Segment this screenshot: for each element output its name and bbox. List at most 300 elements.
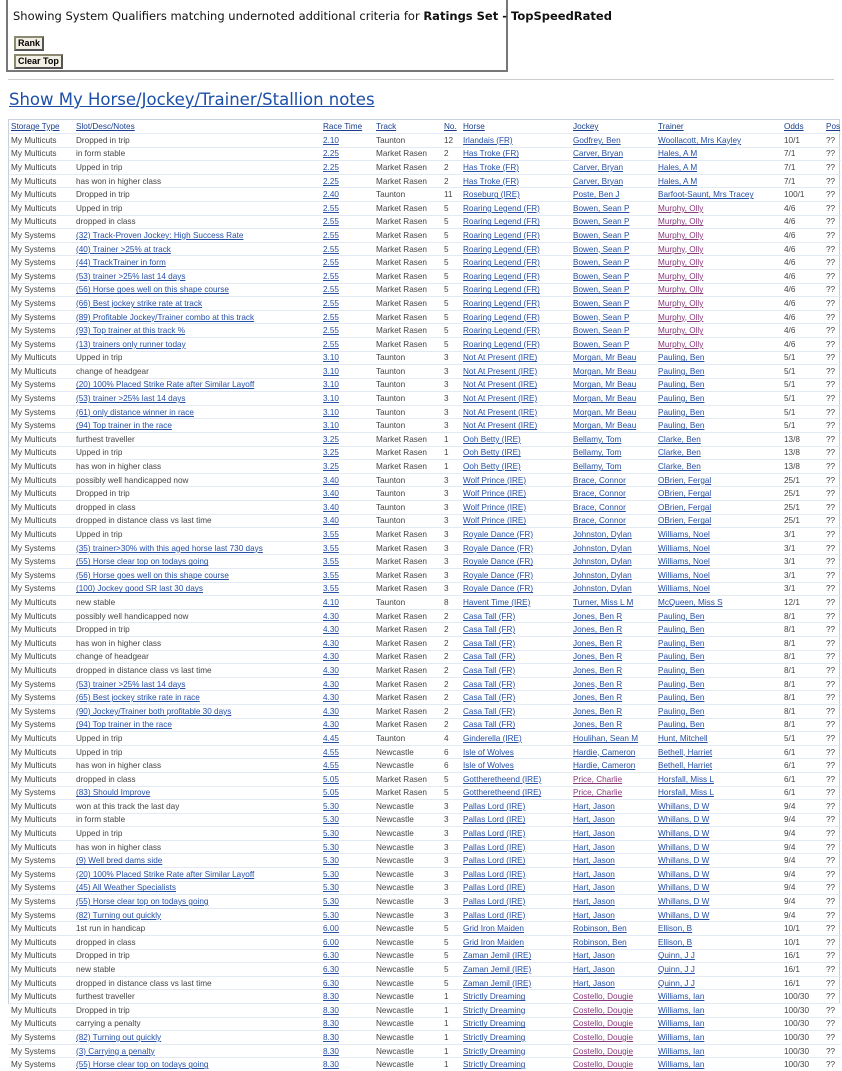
- horse-link[interactable]: Has Troke (FR): [463, 162, 519, 172]
- race-time-link[interactable]: 3.10: [323, 366, 339, 376]
- slot-desc-notes-link[interactable]: (82) Turning out quickly: [76, 1032, 162, 1042]
- jockey-link[interactable]: Jones, Ben R: [573, 652, 623, 662]
- cell-race-time[interactable]: [321, 718, 374, 732]
- cell-race-time[interactable]: [321, 745, 374, 759]
- race-time-link[interactable]: 2.25: [323, 176, 339, 186]
- horse-link[interactable]: Havent Time (IRE): [463, 597, 531, 607]
- trainer-link[interactable]: Pauling, Ben: [658, 720, 705, 730]
- race-time-link[interactable]: 5.05: [323, 788, 339, 798]
- slot-desc-notes-link[interactable]: (20) 100% Placed Strike Rate after Similar Layoff: [76, 869, 255, 879]
- cell-horse[interactable]: [461, 990, 571, 1004]
- horse-link[interactable]: Roaring Legend (FR): [463, 298, 540, 308]
- cell-race-time[interactable]: [321, 691, 374, 705]
- race-time-link[interactable]: 6.30: [323, 951, 339, 961]
- cell-jockey[interactable]: [571, 813, 656, 827]
- cell-trainer[interactable]: [656, 936, 782, 950]
- jockey-link[interactable]: Johnston, Dylan: [573, 584, 632, 594]
- race-time-link[interactable]: 5.30: [323, 897, 339, 907]
- race-time-link[interactable]: 3.10: [323, 353, 339, 363]
- race-time-link[interactable]: 2.55: [323, 326, 339, 336]
- cell-trainer[interactable]: [656, 963, 782, 977]
- jockey-link[interactable]: Hart, Jason: [573, 910, 615, 920]
- horse-link[interactable]: Wolf Prince (IRE): [463, 502, 527, 512]
- cell-jockey[interactable]: [571, 473, 656, 487]
- cell-trainer[interactable]: [656, 215, 782, 229]
- cell-trainer[interactable]: [656, 759, 782, 773]
- race-time-link[interactable]: 8.30: [323, 1032, 339, 1042]
- cell-race-time[interactable]: [321, 161, 374, 175]
- cell-trainer[interactable]: [656, 609, 782, 623]
- slot-desc-notes-link[interactable]: (83) Should Improve: [76, 788, 151, 798]
- slot-desc-notes-link[interactable]: (66) Best jockey strike rate at track: [76, 298, 203, 308]
- cell-race-time[interactable]: [321, 650, 374, 664]
- cell-jockey[interactable]: [571, 990, 656, 1004]
- cell-horse[interactable]: [461, 514, 571, 528]
- cell-race-time[interactable]: [321, 609, 374, 623]
- trainer-link[interactable]: Whillans, D W: [658, 869, 710, 879]
- cell-horse[interactable]: [461, 1044, 571, 1058]
- horse-link[interactable]: Roseburg (IRE): [463, 190, 520, 200]
- jockey-link[interactable]: Hart, Jason: [573, 869, 615, 879]
- jockey-link[interactable]: Bellamy, Tom: [573, 434, 622, 444]
- cell-jockey[interactable]: [571, 1044, 656, 1058]
- cell-horse[interactable]: [461, 147, 571, 161]
- race-time-link[interactable]: 4.30: [323, 611, 339, 621]
- jockey-link[interactable]: Jones, Ben R: [573, 638, 623, 648]
- cell-jockey[interactable]: [571, 786, 656, 800]
- cell-horse[interactable]: [461, 582, 571, 596]
- cell-race-time[interactable]: [321, 949, 374, 963]
- trainer-link[interactable]: Pauling, Ben: [658, 380, 705, 390]
- race-time-link[interactable]: 2.55: [323, 230, 339, 240]
- horse-link[interactable]: Casa Tall (FR): [463, 720, 516, 730]
- col-header-storage-type[interactable]: Storage Type: [11, 122, 60, 131]
- cell-horse[interactable]: [461, 405, 571, 419]
- cell-trainer[interactable]: [656, 365, 782, 379]
- cell-race-time[interactable]: [321, 582, 374, 596]
- cell-jockey[interactable]: [571, 555, 656, 569]
- cell-horse[interactable]: [461, 704, 571, 718]
- cell-race-time[interactable]: [321, 936, 374, 950]
- cell-jockey[interactable]: [571, 324, 656, 338]
- race-time-link[interactable]: 4.30: [323, 625, 339, 635]
- jockey-link[interactable]: Jones, Ben R: [573, 720, 623, 730]
- trainer-link[interactable]: OBrien, Fergal: [658, 475, 712, 485]
- cell-jockey[interactable]: [571, 691, 656, 705]
- cell-slot-desc-notes[interactable]: [74, 704, 321, 718]
- jockey-link[interactable]: Bowen, Sean P: [573, 244, 630, 254]
- cell-slot-desc-notes[interactable]: [74, 337, 321, 351]
- cell-jockey[interactable]: [571, 283, 656, 297]
- cell-horse[interactable]: [461, 881, 571, 895]
- race-time-link[interactable]: 6.00: [323, 924, 339, 934]
- trainer-link[interactable]: Clarke, Ben: [658, 434, 701, 444]
- jockey-link[interactable]: Carver, Bryan: [573, 149, 624, 159]
- jockey-link[interactable]: Houlihan, Sean M: [573, 733, 639, 743]
- cell-trainer[interactable]: [656, 473, 782, 487]
- horse-link[interactable]: Roaring Legend (FR): [463, 271, 540, 281]
- race-time-link[interactable]: 8.30: [323, 1046, 339, 1056]
- cell-slot-desc-notes[interactable]: [74, 256, 321, 270]
- cell-slot-desc-notes[interactable]: [74, 582, 321, 596]
- race-time-link[interactable]: 3.10: [323, 380, 339, 390]
- horse-link[interactable]: Pallas Lord (IRE): [463, 897, 526, 907]
- race-time-link[interactable]: 3.40: [323, 516, 339, 526]
- horse-link[interactable]: Roaring Legend (FR): [463, 312, 540, 322]
- cell-race-time[interactable]: [321, 215, 374, 229]
- cell-horse[interactable]: [461, 596, 571, 610]
- horse-link[interactable]: Wolf Prince (IRE): [463, 475, 527, 485]
- horse-link[interactable]: Gottheretheend (IRE): [463, 774, 542, 784]
- trainer-link[interactable]: Bethell, Harriet: [658, 747, 713, 757]
- cell-race-time[interactable]: [321, 446, 374, 460]
- cell-trainer[interactable]: [656, 269, 782, 283]
- cell-trainer[interactable]: [656, 718, 782, 732]
- cell-horse[interactable]: [461, 1017, 571, 1031]
- trainer-link[interactable]: Williams, Ian: [658, 1005, 705, 1015]
- cell-jockey[interactable]: [571, 365, 656, 379]
- race-time-link[interactable]: 2.55: [323, 298, 339, 308]
- cell-trainer[interactable]: [656, 596, 782, 610]
- jockey-link[interactable]: Hart, Jason: [573, 883, 615, 893]
- jockey-link[interactable]: Carver, Bryan: [573, 176, 624, 186]
- cell-race-time[interactable]: [321, 1031, 374, 1045]
- jockey-link[interactable]: Hardie, Cameron: [573, 747, 636, 757]
- cell-race-time[interactable]: [321, 433, 374, 447]
- slot-desc-notes-link[interactable]: (53) trainer >25% last 14 days: [76, 271, 186, 281]
- jockey-link[interactable]: Godfrey, Ben: [573, 135, 621, 145]
- cell-jockey[interactable]: [571, 351, 656, 365]
- race-time-link[interactable]: 3.40: [323, 502, 339, 512]
- race-time-link[interactable]: 3.40: [323, 475, 339, 485]
- race-time-link[interactable]: 4.45: [323, 733, 339, 743]
- cell-jockey[interactable]: [571, 147, 656, 161]
- cell-trainer[interactable]: [656, 745, 782, 759]
- cell-jockey[interactable]: [571, 419, 656, 433]
- cell-trainer[interactable]: [656, 337, 782, 351]
- horse-link[interactable]: Roaring Legend (FR): [463, 244, 540, 254]
- cell-trainer[interactable]: [656, 813, 782, 827]
- horse-link[interactable]: Roaring Legend (FR): [463, 203, 540, 213]
- cell-horse[interactable]: [461, 1031, 571, 1045]
- race-time-link[interactable]: 4.30: [323, 665, 339, 675]
- race-time-link[interactable]: 4.30: [323, 638, 339, 648]
- cell-trainer[interactable]: [656, 351, 782, 365]
- col-header-horse[interactable]: Horse: [463, 122, 485, 131]
- cell-slot-desc-notes[interactable]: [74, 297, 321, 311]
- race-time-link[interactable]: 3.25: [323, 448, 339, 458]
- jockey-link[interactable]: Brace, Connor: [573, 475, 626, 485]
- trainer-link[interactable]: Williams, Noel: [658, 584, 710, 594]
- horse-link[interactable]: Casa Tall (FR): [463, 611, 516, 621]
- cell-horse[interactable]: [461, 324, 571, 338]
- cell-horse[interactable]: [461, 310, 571, 324]
- cell-trainer[interactable]: [656, 378, 782, 392]
- trainer-link[interactable]: Williams, Ian: [658, 992, 705, 1002]
- slot-desc-notes-link[interactable]: (56) Horse goes well on this shape course: [76, 285, 229, 295]
- trainer-link[interactable]: Pauling, Ben: [658, 665, 705, 675]
- cell-jockey[interactable]: [571, 161, 656, 175]
- cell-horse[interactable]: [461, 555, 571, 569]
- cell-race-time[interactable]: [321, 1004, 374, 1018]
- jockey-link[interactable]: Jones, Ben R: [573, 611, 623, 621]
- jockey-link[interactable]: Hart, Jason: [573, 856, 615, 866]
- trainer-link[interactable]: Murphy, Olly: [658, 203, 704, 213]
- trainer-link[interactable]: Hunt, Mitchell: [658, 733, 708, 743]
- horse-link[interactable]: Casa Tall (FR): [463, 638, 516, 648]
- cell-jockey[interactable]: [571, 827, 656, 841]
- cell-race-time[interactable]: [321, 1058, 374, 1071]
- cell-trainer[interactable]: [656, 324, 782, 338]
- trainer-link[interactable]: Horsfall, Miss L: [658, 774, 714, 784]
- cell-horse[interactable]: [461, 433, 571, 447]
- horse-link[interactable]: Strictly Dreaming: [463, 992, 526, 1002]
- cell-jockey[interactable]: [571, 405, 656, 419]
- jockey-link[interactable]: Bowen, Sean P: [573, 326, 630, 336]
- horse-link[interactable]: Isle of Wolves: [463, 747, 514, 757]
- cell-horse[interactable]: [461, 487, 571, 501]
- jockey-link[interactable]: Johnston, Dylan: [573, 557, 632, 567]
- jockey-link[interactable]: Bowen, Sean P: [573, 271, 630, 281]
- race-time-link[interactable]: 4.10: [323, 597, 339, 607]
- cell-horse[interactable]: [461, 922, 571, 936]
- slot-desc-notes-link[interactable]: (45) All Weather Specialists: [76, 883, 176, 893]
- jockey-link[interactable]: Jones, Ben R: [573, 679, 623, 689]
- horse-link[interactable]: Royale Dance (FR): [463, 584, 534, 594]
- horse-link[interactable]: Roaring Legend (FR): [463, 217, 540, 227]
- race-time-link[interactable]: 2.55: [323, 258, 339, 268]
- trainer-link[interactable]: Murphy, Olly: [658, 298, 704, 308]
- horse-link[interactable]: Not At Present (IRE): [463, 366, 538, 376]
- cell-horse[interactable]: [461, 895, 571, 909]
- cell-race-time[interactable]: [321, 881, 374, 895]
- horse-link[interactable]: Royale Dance (FR): [463, 570, 534, 580]
- race-time-link[interactable]: 4.30: [323, 693, 339, 703]
- race-time-link[interactable]: 2.55: [323, 285, 339, 295]
- cell-jockey[interactable]: [571, 609, 656, 623]
- horse-link[interactable]: Not At Present (IRE): [463, 421, 538, 431]
- cell-horse[interactable]: [461, 365, 571, 379]
- jockey-link[interactable]: Bowen, Sean P: [573, 339, 630, 349]
- cell-trainer[interactable]: [656, 786, 782, 800]
- cell-trainer[interactable]: [656, 242, 782, 256]
- cell-slot-desc-notes[interactable]: [74, 677, 321, 691]
- cell-horse[interactable]: [461, 664, 571, 678]
- trainer-link[interactable]: Murphy, Olly: [658, 285, 704, 295]
- slot-desc-notes-link[interactable]: (61) only distance winner in race: [76, 407, 194, 417]
- slot-desc-notes-link[interactable]: (40) Trainer >25% at track: [76, 244, 171, 254]
- jockey-link[interactable]: Robinson, Ben: [573, 937, 627, 947]
- cell-jockey[interactable]: [571, 840, 656, 854]
- horse-link[interactable]: Royale Dance (FR): [463, 557, 534, 567]
- cell-trainer[interactable]: [656, 310, 782, 324]
- trainer-link[interactable]: Quinn, J J: [658, 978, 695, 988]
- cell-trainer[interactable]: [656, 501, 782, 515]
- cell-slot-desc-notes[interactable]: [74, 419, 321, 433]
- horse-link[interactable]: Roaring Legend (FR): [463, 326, 540, 336]
- race-time-link[interactable]: 5.30: [323, 842, 339, 852]
- cell-jockey[interactable]: [571, 174, 656, 188]
- cell-race-time[interactable]: [321, 541, 374, 555]
- cell-slot-desc-notes[interactable]: [74, 786, 321, 800]
- cell-horse[interactable]: [461, 609, 571, 623]
- cell-horse[interactable]: [461, 732, 571, 746]
- race-time-link[interactable]: 2.25: [323, 162, 339, 172]
- jockey-link[interactable]: Bowen, Sean P: [573, 312, 630, 322]
- cell-horse[interactable]: [461, 745, 571, 759]
- race-time-link[interactable]: 4.30: [323, 706, 339, 716]
- horse-link[interactable]: Strictly Dreaming: [463, 1019, 526, 1029]
- jockey-link[interactable]: Costello, Dougie: [573, 1032, 634, 1042]
- trainer-link[interactable]: Williams, Noel: [658, 557, 710, 567]
- show-notes-link[interactable]: Show My Horse/Jockey/Trainer/Stallion notes: [9, 90, 375, 109]
- cell-race-time[interactable]: [321, 596, 374, 610]
- slot-desc-notes-link[interactable]: (53) trainer >25% last 14 days: [76, 679, 186, 689]
- race-time-link[interactable]: 3.55: [323, 557, 339, 567]
- cell-trainer[interactable]: [656, 147, 782, 161]
- cell-trainer[interactable]: [656, 772, 782, 786]
- cell-jockey[interactable]: [571, 392, 656, 406]
- race-time-link[interactable]: 4.30: [323, 679, 339, 689]
- cell-horse[interactable]: [461, 569, 571, 583]
- trainer-link[interactable]: Pauling, Ben: [658, 693, 705, 703]
- cell-jockey[interactable]: [571, 732, 656, 746]
- race-time-link[interactable]: 6.30: [323, 978, 339, 988]
- cell-horse[interactable]: [461, 283, 571, 297]
- race-time-link[interactable]: 2.55: [323, 217, 339, 227]
- cell-trainer[interactable]: [656, 949, 782, 963]
- cell-horse[interactable]: [461, 1004, 571, 1018]
- cell-jockey[interactable]: [571, 949, 656, 963]
- trainer-link[interactable]: OBrien, Fergal: [658, 516, 712, 526]
- jockey-link[interactable]: Costello, Dougie: [573, 1005, 634, 1015]
- cell-slot-desc-notes[interactable]: [74, 541, 321, 555]
- race-time-link[interactable]: 3.55: [323, 570, 339, 580]
- trainer-link[interactable]: McQueen, Miss S: [658, 597, 723, 607]
- horse-link[interactable]: Casa Tall (FR): [463, 625, 516, 635]
- cell-race-time[interactable]: [321, 405, 374, 419]
- cell-horse[interactable]: [461, 718, 571, 732]
- horse-link[interactable]: Has Troke (FR): [463, 176, 519, 186]
- col-header-slot-desc-notes[interactable]: Slot/Desc/Notes: [76, 122, 135, 131]
- trainer-link[interactable]: Quinn, J J: [658, 951, 695, 961]
- cell-jockey[interactable]: [571, 664, 656, 678]
- cell-race-time[interactable]: [321, 174, 374, 188]
- horse-link[interactable]: Casa Tall (FR): [463, 665, 516, 675]
- cell-race-time[interactable]: [321, 514, 374, 528]
- cell-trainer[interactable]: [656, 419, 782, 433]
- col-header-trainer[interactable]: Trainer: [658, 122, 684, 131]
- cell-horse[interactable]: [461, 650, 571, 664]
- jockey-link[interactable]: Hart, Jason: [573, 978, 615, 988]
- trainer-link[interactable]: Horsfall, Miss L: [658, 788, 714, 798]
- jockey-link[interactable]: Bowen, Sean P: [573, 230, 630, 240]
- cell-race-time[interactable]: [321, 922, 374, 936]
- cell-race-time[interactable]: [321, 473, 374, 487]
- cell-horse[interactable]: [461, 813, 571, 827]
- cell-jockey[interactable]: [571, 188, 656, 202]
- race-time-link[interactable]: 4.30: [323, 652, 339, 662]
- horse-link[interactable]: Pallas Lord (IRE): [463, 869, 526, 879]
- cell-jockey[interactable]: [571, 446, 656, 460]
- cell-race-time[interactable]: [321, 188, 374, 202]
- jockey-link[interactable]: Jones, Ben R: [573, 706, 623, 716]
- trainer-link[interactable]: Barfoot-Saunt, Mrs Tracey: [658, 190, 754, 200]
- rank-button[interactable]: Rank: [14, 36, 44, 51]
- cell-race-time[interactable]: [321, 786, 374, 800]
- race-time-link[interactable]: 4.30: [323, 720, 339, 730]
- slot-desc-notes-link[interactable]: (56) Horse goes well on this shape course: [76, 570, 229, 580]
- cell-race-time[interactable]: [321, 677, 374, 691]
- jockey-link[interactable]: Morgan, Mr Beau: [573, 407, 637, 417]
- cell-horse[interactable]: [461, 460, 571, 474]
- slot-desc-notes-link[interactable]: (90) Jockey/Trainer both profitable 30 days: [76, 706, 232, 716]
- race-time-link[interactable]: 5.30: [323, 883, 339, 893]
- cell-race-time[interactable]: [321, 664, 374, 678]
- trainer-link[interactable]: Murphy, Olly: [658, 339, 704, 349]
- cell-race-time[interactable]: [321, 895, 374, 909]
- cell-jockey[interactable]: [571, 1004, 656, 1018]
- jockey-link[interactable]: Bellamy, Tom: [573, 448, 622, 458]
- cell-race-time[interactable]: [321, 242, 374, 256]
- cell-jockey[interactable]: [571, 650, 656, 664]
- cell-race-time[interactable]: [321, 854, 374, 868]
- horse-link[interactable]: Pallas Lord (IRE): [463, 815, 526, 825]
- cell-jockey[interactable]: [571, 745, 656, 759]
- slot-desc-notes-link[interactable]: (44) TrackTrainer in form: [76, 258, 166, 268]
- jockey-link[interactable]: Bowen, Sean P: [573, 298, 630, 308]
- horse-link[interactable]: Zaman Jemil (IRE): [463, 951, 532, 961]
- cell-trainer[interactable]: [656, 827, 782, 841]
- trainer-link[interactable]: Pauling, Ben: [658, 638, 705, 648]
- trainer-link[interactable]: Pauling, Ben: [658, 652, 705, 662]
- cell-trainer[interactable]: [656, 840, 782, 854]
- race-time-link[interactable]: 2.55: [323, 312, 339, 322]
- cell-trainer[interactable]: [656, 514, 782, 528]
- race-time-link[interactable]: 5.30: [323, 869, 339, 879]
- cell-slot-desc-notes[interactable]: [74, 310, 321, 324]
- horse-link[interactable]: Pallas Lord (IRE): [463, 801, 526, 811]
- cell-jockey[interactable]: [571, 256, 656, 270]
- jockey-link[interactable]: Johnston, Dylan: [573, 530, 632, 540]
- horse-link[interactable]: Irlandais (FR): [463, 135, 513, 145]
- cell-horse[interactable]: [461, 528, 571, 542]
- cell-race-time[interactable]: [321, 813, 374, 827]
- cell-slot-desc-notes[interactable]: [74, 242, 321, 256]
- slot-desc-notes-link[interactable]: (55) Horse clear top on todays going: [76, 897, 209, 907]
- cell-trainer[interactable]: [656, 229, 782, 243]
- cell-race-time[interactable]: [321, 351, 374, 365]
- slot-desc-notes-link[interactable]: (53) trainer >25% last 14 days: [76, 394, 186, 404]
- trainer-link[interactable]: Whillans, D W: [658, 842, 710, 852]
- trainer-link[interactable]: Bethell, Harriet: [658, 761, 713, 771]
- cell-horse[interactable]: [461, 174, 571, 188]
- cell-slot-desc-notes[interactable]: [74, 405, 321, 419]
- horse-link[interactable]: Strictly Dreaming: [463, 1060, 526, 1070]
- slot-desc-notes-link[interactable]: (35) trainer>30% with this aged horse last 730 days: [76, 543, 263, 553]
- cell-race-time[interactable]: [321, 868, 374, 882]
- cell-horse[interactable]: [461, 623, 571, 637]
- cell-race-time[interactable]: [321, 283, 374, 297]
- race-time-link[interactable]: 5.30: [323, 815, 339, 825]
- cell-race-time[interactable]: [321, 487, 374, 501]
- race-time-link[interactable]: 3.10: [323, 407, 339, 417]
- cell-jockey[interactable]: [571, 528, 656, 542]
- cell-horse[interactable]: [461, 936, 571, 950]
- cell-slot-desc-notes[interactable]: [74, 691, 321, 705]
- cell-jockey[interactable]: [571, 718, 656, 732]
- cell-race-time[interactable]: [321, 840, 374, 854]
